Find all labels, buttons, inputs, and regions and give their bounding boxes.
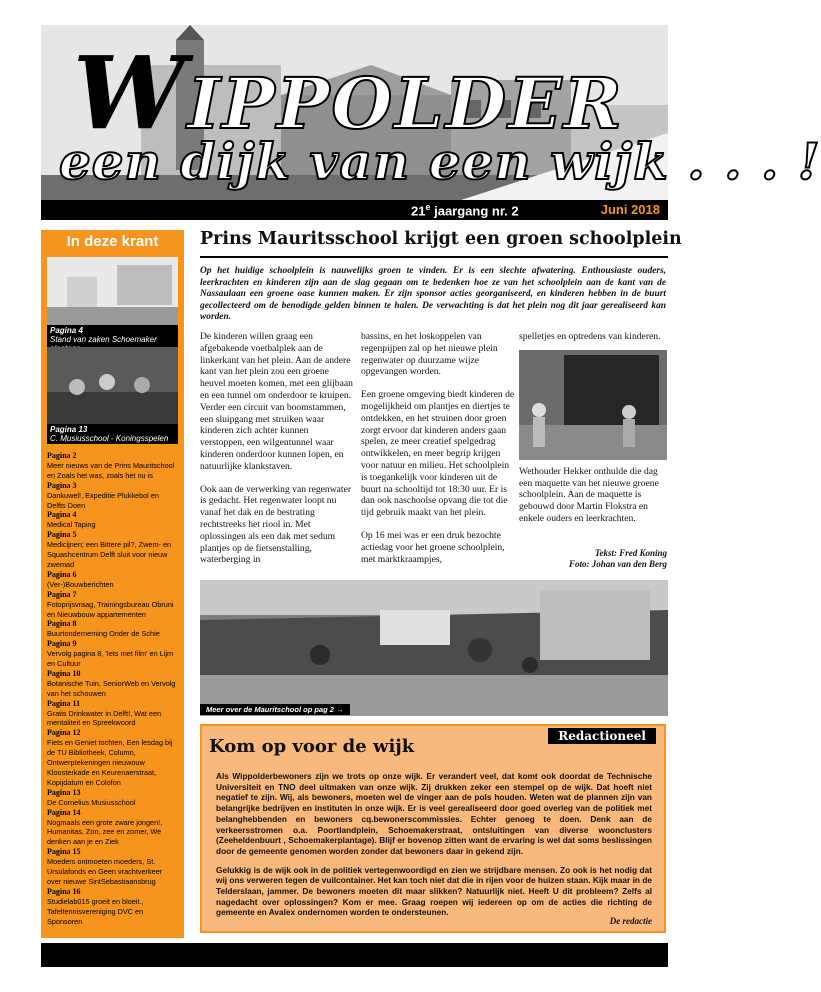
issue-date: Juni 2018 — [600, 202, 660, 217]
article-credits — [519, 548, 667, 570]
sidebar-photo-schoemaker — [47, 257, 178, 325]
toc-page-number: Pagina 6 — [47, 569, 77, 579]
toc-page-number: Pagina 4 — [47, 510, 77, 520]
footer-bar — [41, 943, 668, 967]
article-column-3 — [519, 331, 667, 536]
article-paragraph: De kinderen willen graag een afgebakende voetbalplek aan de linkerkant van het plein. Aan de andere kant van het plein zou een groene heuvel moeten komen, met een glijbaan en een tunnel om onderdoor te kruipen. Verder een circuit van boomstammen, een sluipgang met struiken waar kinderen zich achter kunnen verstoppen, een wilgentunnel waar kinderen onderdoor kunnen lopen, en natuurlijke klankstaven. — [200, 331, 353, 472]
toc-entry-text: Botanische Tuin, SeniorWeb en Vervolg van het schouwen — [47, 678, 176, 698]
masthead — [41, 25, 821, 200]
edition-bar — [41, 200, 668, 220]
article-paragraph: Op 16 mei was er een druk bezochte actiedag voor het groene schoolplein, met marktkraampjes, — [361, 529, 505, 565]
toc-page-number: Pagina 3 — [47, 480, 77, 490]
toc-page-number: Pagina 10 — [47, 668, 81, 678]
toc-page-number: Pagina 15 — [47, 847, 81, 857]
edition-number: 21 — [411, 203, 426, 219]
toc-entry-text: Gratis Drinkwater in Delft!, Wat een mentaliteit en Spreekwoord — [47, 708, 162, 728]
article-headline: Prins Mauritsschool krijgt een groen schoolplein — [200, 229, 682, 249]
article-column-1 — [200, 331, 354, 577]
article-intro: Op het huidige schoolplein is nauwelijks groen te vinden. Er is een slechte afwatering. Enthousiaste ouders, leerkrachten en kinderen zijn aan de slag gegaan om te bedenken hoe ze van het schoolplein aan de kant van de Nassaulaan een groene oase kunnen maken. Er zijn sponsor acties georganiseerd, en kinderen hebben in de buurt gecollecteerd om de benodigde gelden binnen te halen. De verwachting is dat het plein nog dit jaar gerealiseerd kan worden. — [200, 266, 666, 323]
toc-entry-text: Buurtonderneming Onder de Schie — [47, 629, 160, 639]
toc-page-number: Pagina 11 — [47, 698, 81, 708]
table-of-contents — [47, 451, 178, 927]
toc-page-number: Pagina 9 — [47, 639, 77, 649]
toc-page-number: Pagina 8 — [47, 619, 77, 629]
editorial-paragraph: Als Wippolderbewoners zijn we trots op onze wijk. Er verandert veel, dat komt ook doordat de Technische Universiteit en TNO deel uitmaken van onze wijk. Zij drukken zeker een stempel op de wijk. Dat hoeft niet negatief te zijn. Wij, als bewoners, moeten wel de vinger aan de pols houden. Weten wat de plannen zijn van belangrijke bedrijven en instituten in onze wijk. Er is veel gerealiseerd door goed overleg van de politiek met belanghebbenden en bewoners cq.bewonerscommissies. Echter genoeg te doen. Denk aan de verkeersstromen o.a. Poortlandplein, Schoemakerstraat, ontsluitingen van diverse woonclusters (Zeeheldenbuurt , Schoemakerplantage). Blijf er bovenop zitten want de ervaring is wel dat soms beslissingen door de gemeente genomen worden zonder dat bewoners daar in gekend zijn. — [216, 771, 652, 856]
sidebar-photo2-page: Pagina 13 — [50, 425, 88, 434]
article-paragraph: Ook aan de verwerking van regenwater is gedacht. Het regenwater loopt nu vanaf het dak en de bestrating rechtstreeks het riool in. Met oplossingen als een dak met sedum plantjes op de fietsenstalling, waterberging in — [200, 483, 352, 566]
toc-entry-text: Medicijnen; een Bittere pil?, Zwem- en Squashcentrum Delft sluit voor nieuw zwemad — [47, 540, 172, 569]
sidebar-in-deze-krant — [41, 230, 184, 938]
toc-page-number: Pagina 13 — [47, 787, 81, 797]
sidebar-photo2-text: C. Musiusschool - Koningsspelen — [50, 434, 169, 443]
edition-suffix: e — [425, 202, 431, 212]
toc-entry-text: Meer nieuws van de Prins Mauritschool en Zoals het was, zoals het nu is — [47, 460, 175, 480]
masthead-title-rest: IPPOLDER — [187, 62, 624, 145]
article-paragraph: bassins, en het loskoppelen van regenpijpen zal op het nieuwe plein regenwater op duurzame wijze opgevangen worden. — [361, 331, 498, 378]
toc-entry-text: Vervolg pagina 8, 'Iets met film' en Lijm en Cultuur — [47, 649, 174, 669]
headline-rule — [200, 256, 668, 258]
toc-page-number: Pagina 2 — [47, 451, 77, 460]
credit-text: Tekst: Fred Koning — [594, 548, 667, 558]
toc-entry-text: Medical Taping — [47, 520, 96, 530]
sidebar-photo-musiusschool — [47, 347, 178, 424]
article-paragraph: Wethouder Hekker onthulde die dag een maquette van het nieuwe groene schoolplein. Aan de maquette is gebouwd door Martin Flokstra en enkele ouders en leerkrachten. — [519, 465, 659, 524]
editorial-body — [216, 771, 652, 926]
sidebar-header: In deze krant — [66, 233, 159, 250]
editorial-paragraph: Gelukkig is de wijk ook in de politiek vertegenwoordigd en zien we strijdbare mensen. Zo ook is het nodig dat wij ons verweren tegen de vuilcontainer. Het kan toch niet dat die in rijen voor de huizen staan. Kijk maar in de Telderslaan, jammer. De bewoners moeten dit maar slikken? Natuurlijk niet. Heeft U dit probleem? Zelfs al nagedacht over oplossingen? Kom er mee. Graag roepen wij iedereen op om de acties die richting de gemeente en Avalex ondernomen worden te ondersteunen. — [216, 864, 652, 918]
sidebar-photo2-caption — [47, 424, 178, 444]
toc-entry-text: De Cornelius Musiusschool — [47, 797, 136, 807]
toc-entry-text: Studielab015 groeit en bloeit., Tafeltennisvereniging DVC en Sponsoren — [47, 896, 144, 926]
masthead-tagline: een dijk van een wijk . . . ! — [59, 132, 821, 191]
masthead-title — [73, 34, 624, 152]
edition-text: jaargang nr. 2 — [430, 203, 519, 219]
toc-page-number: Pagina 5 — [47, 530, 77, 540]
toc-page-number: Pagina 12 — [47, 728, 81, 738]
toc-entry-text: Moeders ontmoeten moeders, St. Ursulafonds en Geen vrachtverkeer over nieuwe SintSebastiaansbrug — [47, 857, 163, 886]
maquette-caption: Meer over de Mauritschool op pag 2 → — [200, 704, 350, 715]
toc-entry-text: Dankuwel!, Expeditie Plukkebol en Delfts Doen — [47, 490, 159, 510]
article-paragraph: spelletjes en optredens van kinderen. — [519, 331, 661, 342]
toc-entry-text: (Ver-)Bouwberichten — [47, 579, 114, 589]
sidebar-photo1-page: Pagina 4 — [50, 326, 83, 335]
editorial-box — [200, 724, 666, 933]
toc-entry-text: Fiets en Geniet tochten, Een lesdag bij de TU Bibliotheek, Column, Ontwerptekeningen nieuwouw Kloosterkade en Keurenaerstraat, Kopijdatum en Colofon — [47, 738, 173, 787]
maquette-illustration — [200, 580, 668, 716]
toc-entry-text: Nogmaals een grote zware jongen!, Humanitas, Zon, zee en zomer, We denken aan je en Ziek — [47, 817, 163, 847]
article-paragraph: Een groene omgeving biedt kinderen de mogelijkheid om plantjes en diertjes te ontdekken, en het struinen door groen zorgt ervoor dat kinderen anders gaan spelen, ze meer creatief spelgedrag ontwikkelen, en meer begrip krijgen voor natuur en milieu. Het schoolplein is toegankelijk voor kinderen uit de buurt na schooltijd tot 18:30 uur. Er is dan ook naschoolse opvang die tot die tijd gebruik maakt van het plein. — [361, 389, 515, 519]
article-photo-maquette-unveiling — [519, 350, 667, 460]
article-column-2 — [361, 331, 515, 576]
editorial-label: Redactioneel — [548, 728, 656, 744]
sidebar-photo1-text: Stand van zaken Schoemaker — [50, 335, 157, 344]
article-photo-maquette — [200, 580, 668, 716]
editorial-title: Kom op voor de wijk — [209, 736, 415, 757]
toc-page-number: Pagina 7 — [47, 589, 77, 599]
editorial-signature: De redactie — [609, 916, 652, 926]
toc-page-number: Pagina 16 — [47, 886, 81, 896]
toc-page-number: Pagina 14 — [47, 807, 81, 817]
credit-photo: Foto: Johan van den Berg — [568, 559, 667, 569]
edition-info — [411, 202, 519, 218]
masthead-title-initial: W — [73, 34, 188, 152]
toc-entry-text: Fotoprijsvraag, Trainingsbureau Obruni en Nieuwbouw appartementen — [47, 599, 174, 619]
